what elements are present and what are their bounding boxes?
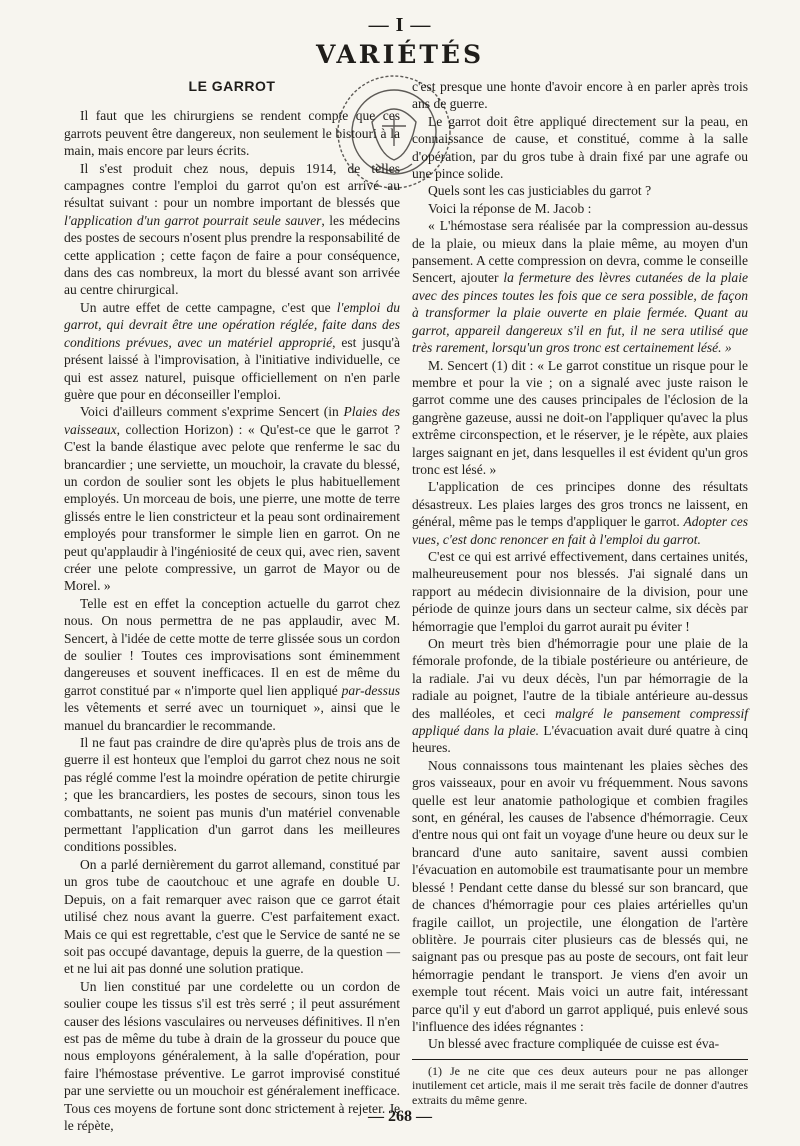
paragraph-text: Il faut que les chirurgiens se rendent compte que ces garrots peuvent être dangereux, non seulement le bistouri à la main, mais encore par leurs écrits. [64, 108, 400, 159]
paragraph-text: « L'hémostase sera réalisée par la compression au-dessus de la plaie, ou mieux dans la plaie même, au moyen d'un pansement. A cette compression on devra, comme le conseille Sencert, ajouter [412, 218, 748, 286]
body-paragraph [412, 357, 748, 479]
paragraph-text: Le garrot doit être appliqué directement sur la peau, en connaissance de cause, et constitué, comme à la salle d'opération, par du gros tube à drain fixé par une agrafe ou une pince solide. [412, 113, 748, 182]
body-paragraph [64, 734, 400, 856]
paragraph-text: L'application de ces principes donne des résultats désastreux. Les plaies larges des gros troncs ne laissent, en général, même pas le temps d'appliquer le garrot. [412, 479, 748, 530]
paragraph-text: Quels sont les cas justiciables du garrot ? [428, 183, 652, 199]
italic-emphasis: malgré le pansement compressif appliqué dans la plaie. [412, 705, 748, 739]
body-paragraph [412, 78, 748, 113]
body-paragraph [64, 107, 400, 159]
section-title: VARIÉTÉS [315, 40, 485, 69]
paragraph-text: Il s'est produit chez nous, depuis 1914, de telles campagnes contre l'emploi du garrot qu'on est arrivé au résultat suivant : pour un nombre important de blessés que [64, 160, 400, 211]
paragraph-text: , les médecins des postes de secours n'osent plus prendre la responsabilité de cette application ; cette façon de faire a pour conséquence, dans des cas nombreux, la mort du blessé avant son arrivée au centre chirurgical. [64, 212, 401, 298]
body-paragraph [64, 160, 400, 299]
paragraph-text: Voici d'ailleurs comment s'exprime Sencert (in [80, 404, 344, 420]
body-paragraph [412, 217, 748, 356]
right-column [412, 78, 748, 1107]
body-paragraph [412, 548, 748, 635]
body-paragraph [412, 200, 748, 217]
italic-emphasis: la fermeture des lèvres cutanées de la plaie avec des pinces toutes les fois que ce sera possible, de façon à transformer la plaie ouverte en plaie fermée. Quant au garrot, appareil dangereux s'il en fut, il ne sera utilisé que très rarement, lorsqu'un gros tronc est certainement lésé. » [412, 270, 748, 356]
paragraph-text: Un autre effet de cette campagne, c'est que [80, 299, 337, 315]
body-paragraph [64, 299, 400, 403]
paragraph-text: Telle est en effet la conception actuelle du garrot chez nous. On nous permettra de ne pas applaudir, avec M. Sencert, à l'idée de cette motte de terre glissée sous un cordon de soulier ! Toutes ces improvisations sont éminemment dangereuses et souvent inefficaces. Il en est de même du garrot constitué par « n'importe quel lien appliqué [64, 595, 400, 698]
body-paragraph [412, 757, 748, 1036]
italic-emphasis: par-dessus [341, 682, 400, 698]
paragraph-text: les vêtements et serré avec un tourniquet », ainsi que le manuel du brancardier le recommande. [64, 700, 400, 733]
paragraph-text: M. Sencert (1) dit : « Le garrot constitue un risque pour le membre et pour la vie ; on a signalé avec juste raison le garrot comme une des causes principales de l'éclosion de la gangrène gazeuse, aussi ne doit-on l'appliquer qu'avec la plus extrême circonspection, et le réserver, je le répète, aux plaies larges saignant en jet, dans lesquelles il est évident qu'un gros tronc est lésé. » [412, 357, 748, 477]
body-paragraph [412, 478, 748, 548]
page-folio: — 268 — [368, 1108, 432, 1125]
paragraph-text: C'est ce qui est arrivé effectivement, dans certaines unités, malheureusement pour nos blessés. J'ai signalé dans un rapport au médecin divisionnaire de la division, pour une période de quinze jours dans un secteur calme, six décès par hémorragie que l'emploi du garrot aurait pu éviter ! [412, 548, 748, 634]
body-paragraph [64, 403, 400, 594]
paragraph-text: Voici la réponse de M. Jacob : [428, 200, 592, 216]
footnote: (1) Je ne cite que ces deux auteurs pour ne pas allonger inutilement cet article, mais il me serait très facile de donner d'autres extraits du même genre. [412, 1063, 748, 1107]
article-title: LE GARROT [188, 78, 276, 94]
italic-emphasis: l'application d'un garrot pourrait seule sauver [64, 212, 322, 228]
paragraph-text: Il ne faut pas craindre de dire qu'après plus de trois ans de guerre il est honteux que l'emploi du garrot chez nous ne soit pas réglé comme l'est la moindre opération de petite chirurgie ; que les brancardiers, les postes de secours, sinon tous les combattants, ne soient pas munis d'un matériel convenable permettant l'application d'un garrot dans les meilleures conditions possibles. [64, 735, 400, 855]
paragraph-text: , collection Horizon) : « Qu'est-ce que le garrot ? C'est la bande élastique avec pelote que renferme le sac du brancardier ; une serviette, un mouchoir, la cravate du blessé, un cordon de soulier sont les objets le plus habituellement employés. Un morceau de bois, une pierre, une motte de terre glissés entre le lien constricteur et la peau sont ordinairement employés pour transformer le simple lien en garrot. On ne peut qu'applaudir à l'ingéniosité de ceux qui, avec rien, savent créer une pelote compressive, un garrot de Mayor ou de Morel. » [64, 421, 400, 594]
paragraph-text: On meurt très bien d'hémorragie pour une plaie de la fémorale profonde, de la tibiale postérieure ou antérieure, de la radiale. J'ai vu deux décès, l'un par hémorragie de la radiale au poignet, l'autre de la tibiale antérieure au-dessus des malléoles, et ceci [412, 636, 748, 721]
paragraph-text: c'est presque une honte d'avoir encore à en parler après trois ans de guerre. [412, 79, 748, 112]
body-paragraph [64, 856, 400, 978]
paragraph-text: Un lien constitué par une cordelette ou un cordon de soulier coupe les tissus s'il est très serré ; il peut assurément causer des lésions vasculaires ou nerveuses définitives. Il n'en est pas de même du tube à drain de la grosseur du pouce que nous employons généralement, à la salle d'opération, pour faire l'hémostase préventive. Le garrot improvisé constitué par une serviette ou un mouchoir est généralement inefficace. Tous ces moyens de fortune sont donc strictement à rejeter. Je le répète, [64, 978, 400, 1133]
body-paragraph [412, 1035, 748, 1052]
body-paragraph [412, 182, 748, 199]
footnote-rule [412, 1059, 748, 1060]
body-paragraph [412, 113, 748, 183]
paragraph-text: Un blessé avec fracture compliquée de cuisse est éva- [428, 1036, 720, 1052]
paragraph-text: Nous connaissons tous maintenant les plaies sèches des gros vaisseaux, pour en avoir vu fréquemment. Nous savons quelle est leur anatomie pathologique et combien fragiles sont, en général, les causes de l'absence d'hémorragie. Ceux d'entre nous qui ont fait un voyage d'une heure ou deux sur le brancard d'une auto sanitaire, savent aussi combien l'évacuation en automobile est traumatisante pour un membre blessé ! Pendant cette danse du blessé sur son brancard, que de chances d'hémorragie pour ces plaies artérielles qu'un fragile caillot, un projectile, une élongation de l'artère oblitère. Je pourrais citer plusieurs cas de blessés qui, ne saignant pas ou presque pas au poste de secours, ont fait leur hémorragie pendant le transport. Je viens d'en avoir un exemple tout récent. Mais voici un autre fait, intéressant parce qu'il y eut d'abord un garrot appliqué, puis enlevé sous l'influence des idées régnantes : [412, 757, 748, 1034]
body-paragraph [412, 635, 748, 757]
left-column [64, 78, 400, 1134]
paragraph-text: On a parlé dernièrement du garrot allemand, constitué par un gros tube de caoutchouc et une agrafe en double U. Depuis, on a fait remarquer avec raison que ce garrot était utilisé chez nous avant la guerre. C'est parfaitement exact. Mais ce qui est regrettable, c'est que le Service de santé ne se soit pas occupé davantage, depuis la guerre, de la question — et ne lui ait pas donné une solution pratique. [64, 856, 400, 977]
paragraph-text: L'évacuation avait duré quatre à cinq heures. [412, 723, 748, 756]
italic-emphasis: l'emploi du garrot, qui devrait être une opération réglée, faite dans des conditions prévues, avec un matériel approprié [64, 299, 400, 350]
body-paragraph [64, 595, 400, 734]
paragraph-text: , est jusqu'à présent laissé à l'improvisation, à l'initiative individuelle, ce qui est assez naturel, puisque officiellement on n'en parle guère que pour en déconseiller l'emploi. [64, 334, 400, 402]
italic-emphasis: Adopter ces vues, c'est donc renoncer en fait à l'emploi du garrot. [412, 514, 749, 547]
page-number-top: — I — [368, 14, 432, 36]
italic-emphasis: Plaies des vaisseaux [64, 404, 400, 437]
